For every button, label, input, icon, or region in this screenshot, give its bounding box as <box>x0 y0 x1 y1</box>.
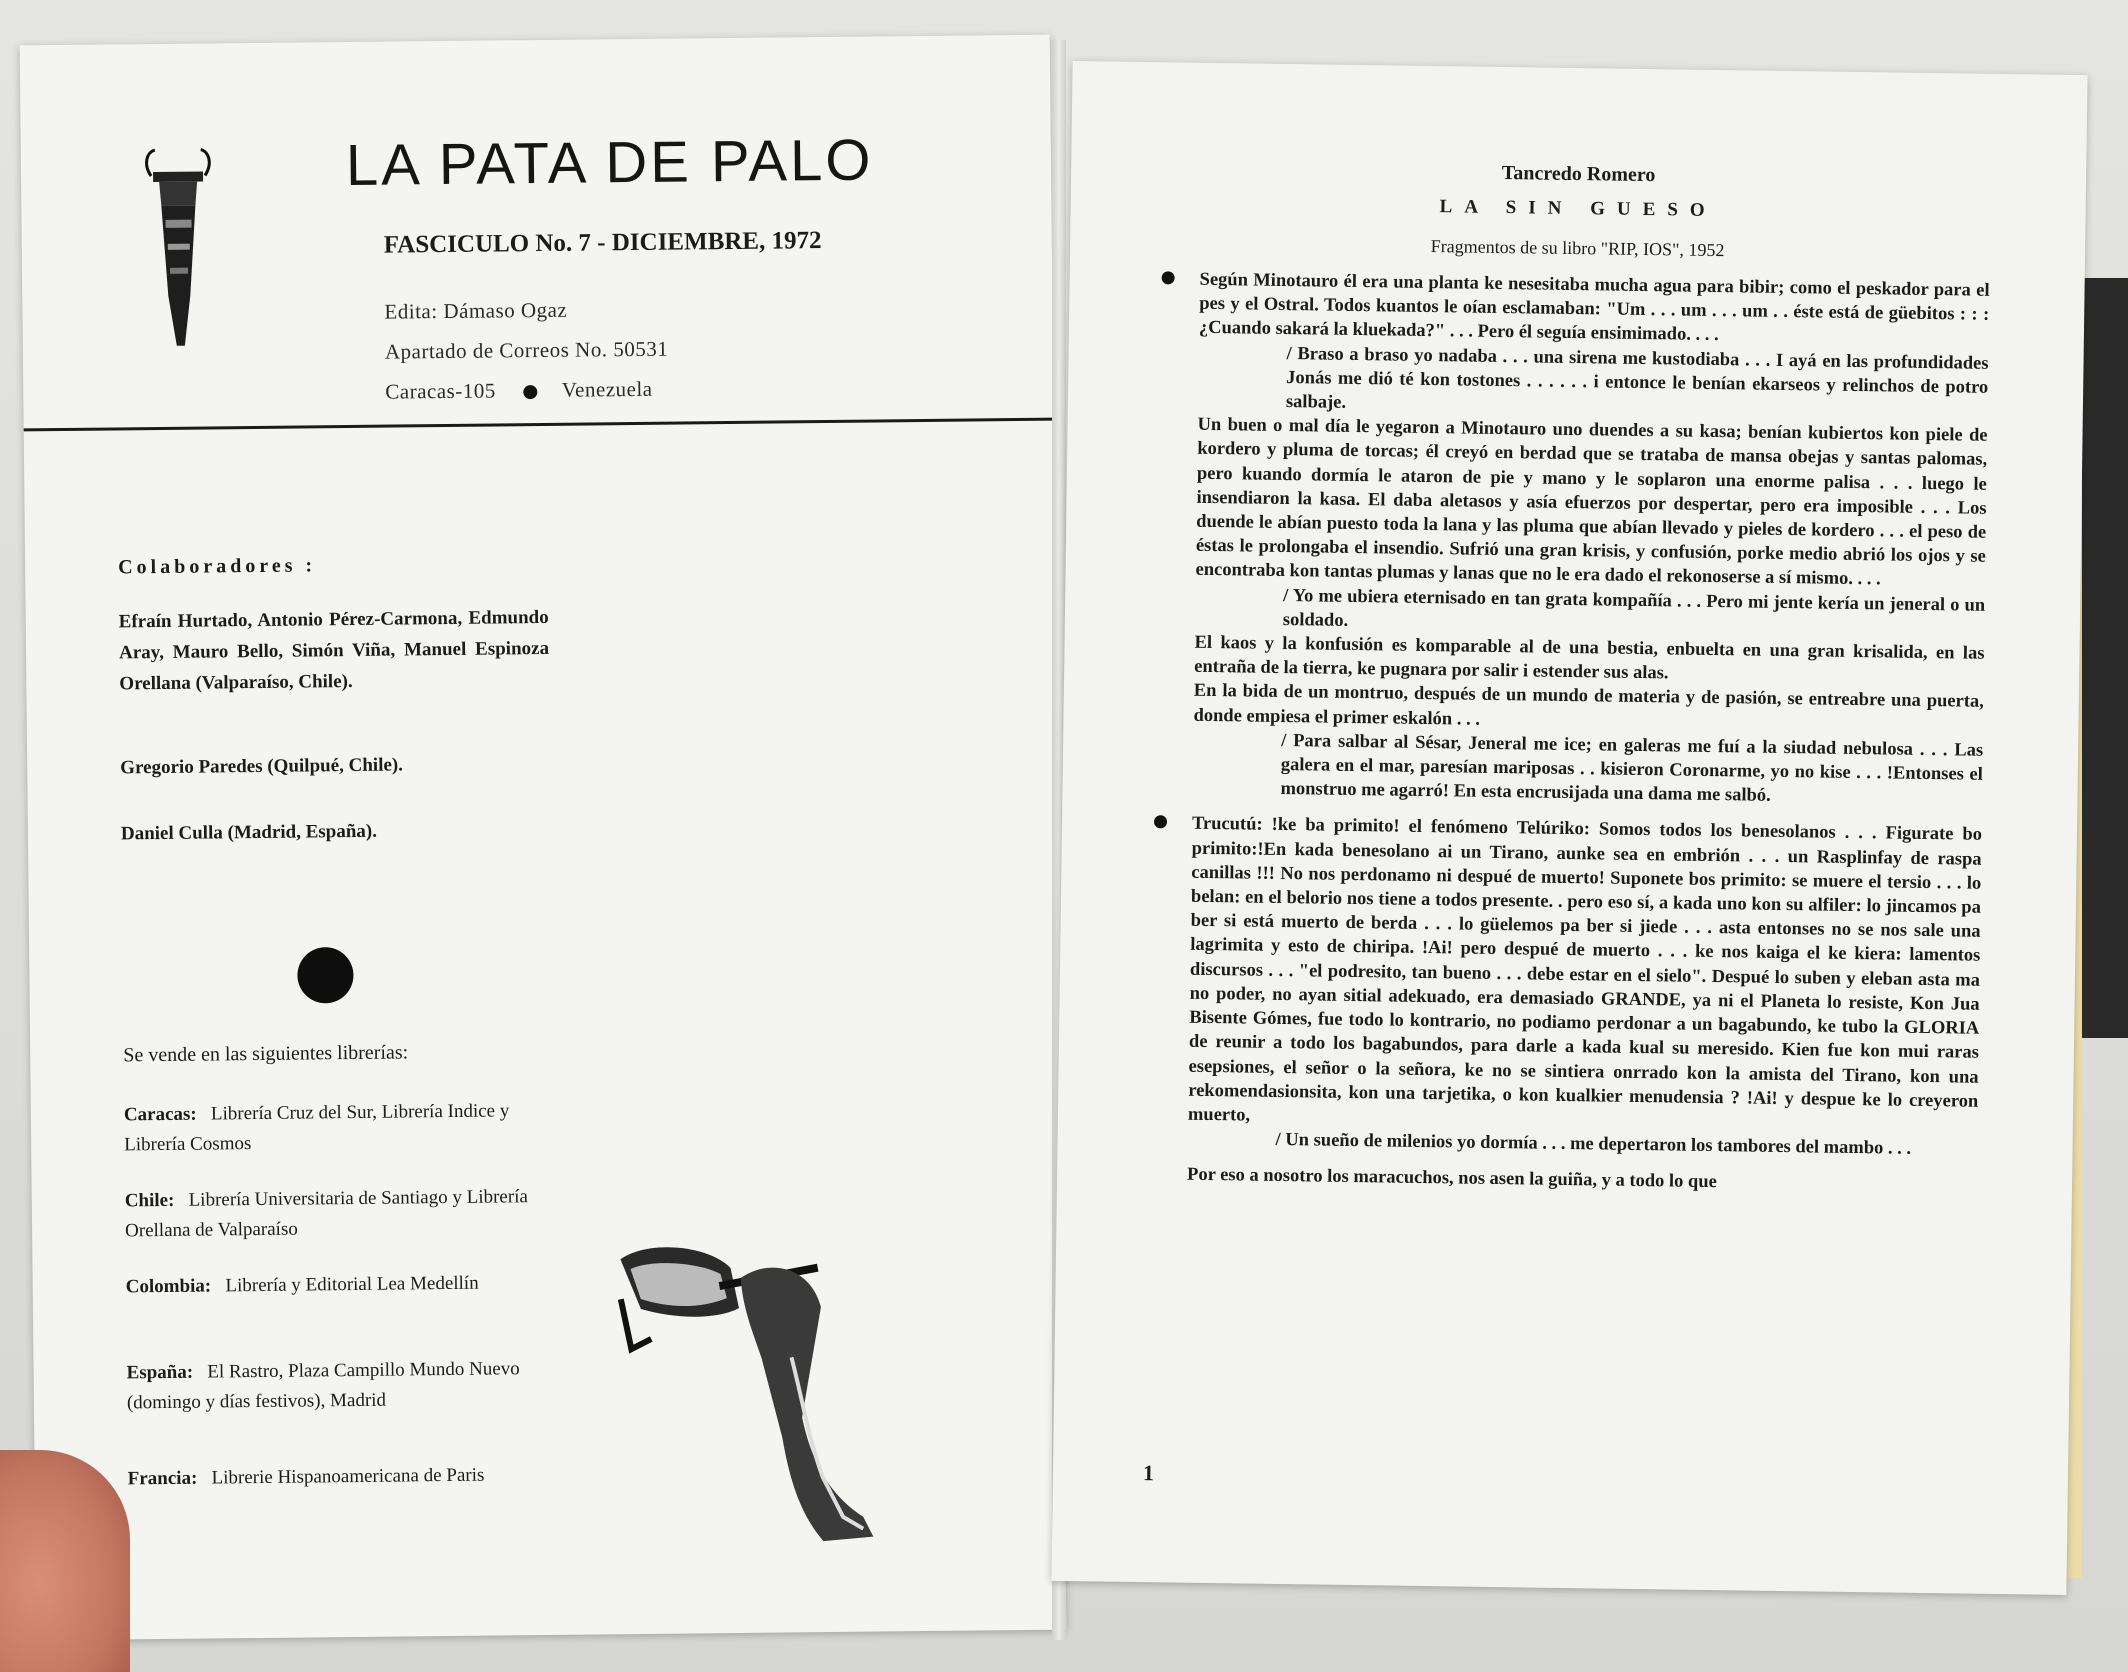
hand-holding-booklet <box>0 1450 130 1672</box>
bookstore-caracas: Caracas: Librería Cruz del Sur, Librería Indice y Librería Cosmos <box>123 1100 510 1156</box>
country: Venezuela <box>561 376 653 402</box>
paragraph: En la bida de un montruo, después de un mundo de materia y de pasión, se entreabre una puerta, donde empiesa el primer eskalón . . . <box>1193 681 1984 730</box>
magazine-title: LA PATA DE PALO <box>345 127 874 199</box>
body-text <box>1187 268 1990 1198</box>
bullet-dot <box>1162 271 1175 284</box>
paragraph: Por eso a nosotro los maracuchos, nos asen la guiña, y a todo lo que <box>1186 1165 1717 1193</box>
page-number: 1 <box>1142 1460 1155 1486</box>
verse-paragraph: / Yo me ubiera eternisado en tan grata kompañía . . . Pero mi jente kería un jeneral o un soldado. <box>1282 585 1986 631</box>
bookstore-colombia: Colombia: Librería y Editorial Lea Medellín <box>125 1272 479 1298</box>
author-name: Tancredo Romero <box>1501 161 1656 187</box>
dark-object <box>2078 278 2128 1038</box>
contributors-group-3: Daniel Culla (Madrid, España). <box>120 820 378 845</box>
paragraph: Trucutú: !ke ba primito! el fenómeno Telúriko: Somos todos los benesolanos . . . Figurate bo primito:!En kada benesolano ai un Tirano, aunke sea en embrión . . . un Rasplinfay de raspa canillas !!! No nos perdonamo ni despué de muerto! Suponete bos primito: se muere el tersio . . . lo belan: en el belorio nos tiene a todos presente. . pero eso sí, a kada uno kon su alfiler: lo jincamos pa ber si está muerto de berda . . . lo güelemos pa ber si jiede . . . asta entonses no se nos sale una lagrimita y esto de chiripa. !Ai! pero despué de muerto . . . ke nos kaiga el ke kiera: lamentos discursos . . . "el podresito, tan bueno . . . debe estar en el sielo". Despué lo suben y eleban asta ma no poder, no ayan sitial adekuado, era demasiado GRANDE, ya ni el Planeta lo resiste, Kon Jua Bisente Gómes, fue todo lo kontrario, no podiamo perdonar a un bagabundo, ke tubo la GLORIA de reunir a todo los bagabundos, para darle a kada kual su meresido. Kien fue kon mui raras esepsiones, el señor o la señora, ke no se sintiera onrrado kon la amista del Tirano, kon una rekomendasionsita, kon una tarjetika, o kon kualkier menudensia ? !Ai! y despue ke lo creyeron muerto, <box>1188 812 1982 1138</box>
address-line <box>385 377 652 405</box>
decorative-dot <box>297 947 354 1004</box>
contributors-group-1: Efraín Hurtado, Antonio Pérez-Carmona, Edmundo Aray, Mauro Bello, Simón Viña, Manuel Espinoza Orellana (Valparaíso, Chile). <box>118 606 550 695</box>
paragraph: El kaos y la konfusión es komparable al de una bestia, enbuelta en una gran krisalida, en las entraña de la tierra, ke pugnara por salir i estender sus alas. <box>1194 632 1985 684</box>
city: Caracas-105 <box>385 378 496 404</box>
editor-line: Edita: Dámaso Ogaz <box>384 297 568 324</box>
verse-paragraph: / Un sueño de milenios yo dormía . . . me depertaron los tambores del mambo . . . <box>1275 1130 1912 1159</box>
bookstore-espana: España: El Rastro, Plaza Campillo Mundo Nuevo (domingo y días festivos), Madrid <box>126 1358 520 1414</box>
mailbox-line: Apartado de Correos No. 50531 <box>384 336 669 364</box>
bookstore-francia: Francia: Librerie Hispanoamericana de Paris <box>127 1464 485 1490</box>
bookstores-heading: Se vende en las siguientes librerías: <box>123 1041 409 1067</box>
right-page <box>1051 61 2087 1595</box>
wooden-leg-illustration <box>610 1236 913 1559</box>
issue-line: FASCICULO No. 7 - DICIEMBRE, 1972 <box>383 227 822 259</box>
paragraph: Un buen o mal día le yegaron a Minotauro uno duendes a su kasa; benían kubiertos kon piele de kordero y pluma de torcas; él creyó en berdad que se trataba de mansa obejas y santas palomas, pero kuando dormía le ataron de pie y mano y le soplaron una enorme palisa . . . luego le insendiaron la kasa. El daba aletasos y asía efuerzos por despertar, pero era imposible . . . Los duende le abían puesto toda la lana y las pluma que abían llevado y pieles de kordero . . . el peso de éstas le prolongaba el insendio. Sufrió una gran krisis, y confusión, porke medio abrió los ojos y se encontraba kon tantas plumas y lanas que no le era dado el rekonoserse a sí mismo. . . . <box>1195 414 1988 590</box>
contributors-group-2: Gregorio Paredes (Quilpué, Chile). <box>120 754 404 779</box>
contributors-heading: Colaboradores : <box>118 554 317 579</box>
verse-paragraph: / Braso a braso yo nadaba . . . una sirena me kustodiaba . . . I ayá en las profundidades Jonás me dió té kon tostones . . . . . . i entonce le benían ekarseos y relinchos de potro salbaje. <box>1285 343 1989 413</box>
paragraph: Según Minotauro él era una planta ke nesesitaba mucha agua para bibir; como el peskador para el pes y el Ostral. Todos kuantos le oían esclamaban: "Um . . . um . . . um . . éste está de güebitos : : : ¿Cuando sakará la kluekada?" . . . Pero él seguía ensimimado. . . . <box>1199 268 1990 352</box>
fragment-note: Fragmentos de su libro "RIP, IOS", 1952 <box>1430 236 1725 261</box>
bullet-dot <box>1154 816 1167 829</box>
left-page <box>20 35 1067 1641</box>
header-rule <box>24 418 1054 432</box>
bullet-dot <box>524 385 538 399</box>
verse-paragraph: / Para salbar al Sésar, Jeneral me ice; en galeras me fuí a la siudad nebulosa . . . Las galera en el mar, paresían mariposas . . kisieron Coronarme, yo no kise . . . !Entonses el monstruo me agarró! En esta encrusijada una dama me salbó. <box>1280 730 1984 807</box>
bottle-figure-illustration <box>139 145 221 356</box>
poem-title: LA SIN GUESO <box>1439 196 1717 221</box>
bookstore-chile: Chile: Librería Universitaria de Santiago y Librería Orellana de Valparaíso <box>124 1186 528 1242</box>
